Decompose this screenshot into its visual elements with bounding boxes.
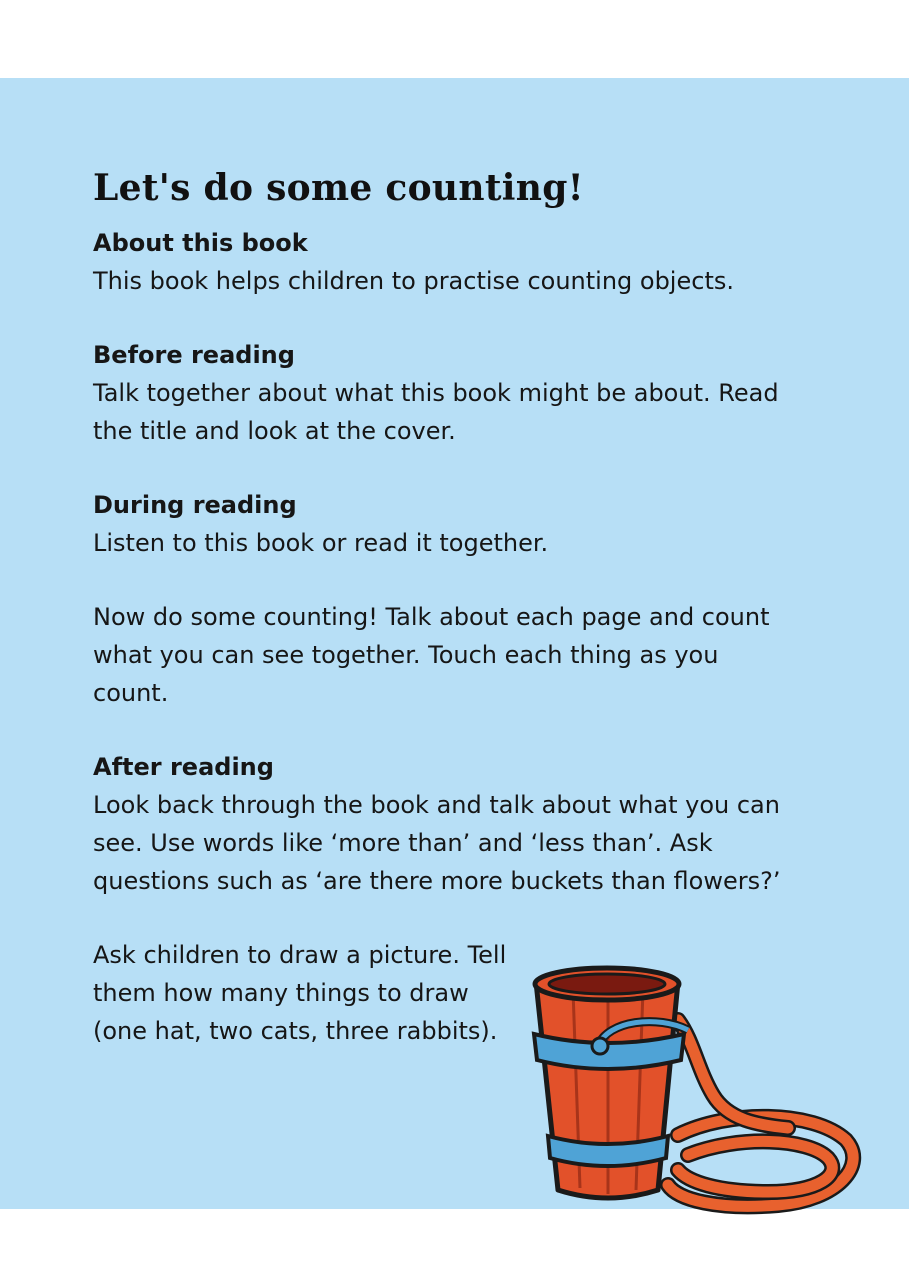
section-paragraph: Look back through the book and talk about what you can see. Use words like ‘more than’ and ‘less than’. Ask questions such as ‘are there more buckets than flowers?’ <box>93 791 781 895</box>
rope-icon <box>668 1020 853 1206</box>
section-heading: Before reading <box>93 341 295 369</box>
bucket-icon <box>534 968 688 1198</box>
section-about-this-book <box>93 224 853 300</box>
section-heading: During reading <box>93 491 297 519</box>
section-during-reading <box>93 486 853 712</box>
page-title: Let's do some counting! <box>93 167 584 209</box>
content <box>93 168 853 1050</box>
section-before-reading <box>93 336 853 450</box>
section-heading: About this book <box>93 229 308 257</box>
section-heading: After reading <box>93 753 274 781</box>
section-paragraph: Listen to this book or read it together. <box>93 529 549 557</box>
content-panel <box>0 78 909 1209</box>
section-paragraph: Now do some counting! Talk about each page and count what you can see together. Touch each thing as you count. <box>93 603 770 707</box>
bucket-illustration <box>528 960 862 1230</box>
section-paragraph: Ask children to draw a picture. Tell them how many things to draw (one hat, two cats, three rabbits). <box>93 941 507 1045</box>
section-paragraph: This book helps children to practise counting objects. <box>93 267 734 295</box>
section-paragraph: Talk together about what this book might be about. Read the title and look at the cover. <box>93 379 779 445</box>
